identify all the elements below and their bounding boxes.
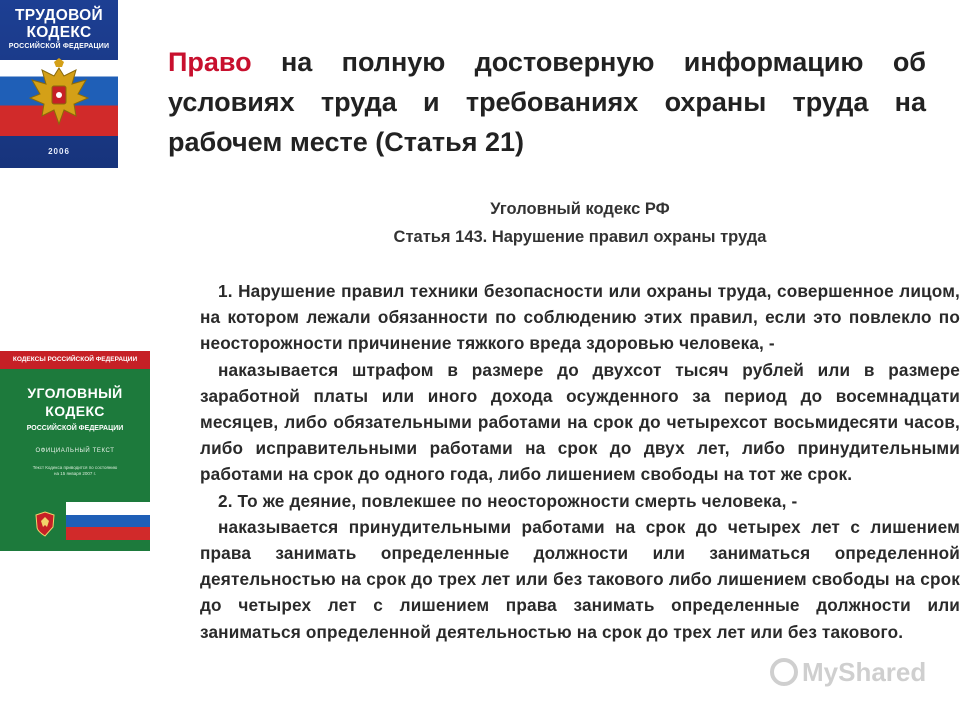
heading-rest: на полную достоверную информацию об условиях труда и требованиях охраны труда на рабочем месте (Статья 21) [168, 47, 926, 157]
criminal-code-subtitle: РОССИЙСКОЙ ФЕДЕРАЦИИ [26, 425, 124, 432]
article-paragraph: 1. Нарушение правил техники безопасности или охраны труда, совершенное лицом, на котором лежали обязанности по соблюдению этих правил, если это повлекло по неосторожности причинение тяжкого вреда здоровью человека, - [200, 281, 960, 354]
coat-of-arms-icon [34, 511, 56, 537]
heading-accent: Право [168, 47, 252, 77]
russian-flag-icon [66, 502, 150, 540]
criminal-code-series: КОДЕКСЫ РОССИЙСКОЙ ФЕДЕРАЦИИ [0, 351, 150, 369]
labor-code-title: ТРУДОВОЙ КОДЕКС [15, 7, 103, 41]
slide-heading [168, 42, 926, 162]
article-paragraph: 2. То же деяние, повлекшее по неосторожности смерть человека, - [218, 490, 798, 511]
labor-code-year: 2006 [48, 147, 70, 156]
myshared-logo-icon [770, 658, 798, 686]
labor-code-book-cover [0, 0, 118, 168]
double-headed-eagle-icon [24, 58, 94, 136]
watermark [770, 652, 926, 692]
article-title: Статья 143. Нарушение правил охраны труда [393, 228, 767, 246]
labor-code-subtitle: РОССИЙСКОЙ ФЕДЕРАЦИИ [8, 43, 110, 50]
criminal-code-official: ОФИЦИАЛЬНЫЙ ТЕКСТ [35, 448, 115, 454]
criminal-code-book-cover [0, 351, 150, 551]
watermark-text: MyShared [802, 656, 927, 687]
article-body [200, 278, 960, 645]
criminal-code-note: Текст Кодекса приводится по состоянию на 15 января 2007 г. [32, 465, 118, 476]
article-code-name: Уголовный кодекс РФ [490, 200, 670, 218]
article-paragraph: наказывается штрафом в размере до двухсот тысяч рублей или в размере заработной платы или иного дохода осужденного за период до восемнадцати месяцев, либо обязательными работами на срок до четырехсот восьмидесяти часов, либо исправительными работами на срок до двух лет, либо принудительными работами на срок до одного года, либо лишением свободы на тот же срок. [200, 359, 960, 485]
criminal-code-title: УГОЛОВНЫЙ КОДЕКС [27, 385, 123, 419]
article-paragraph: наказывается принудительными работами на срок до четырех лет с лишением права занимать определенные должности или заниматься определенной деятельностью на срок до трех лет или без такового либо лишением свободы на срок до четырех лет с лишением права занимать определенные должности или заниматься определенной деятельностью на срок до трех лет или без такового. [200, 516, 960, 642]
